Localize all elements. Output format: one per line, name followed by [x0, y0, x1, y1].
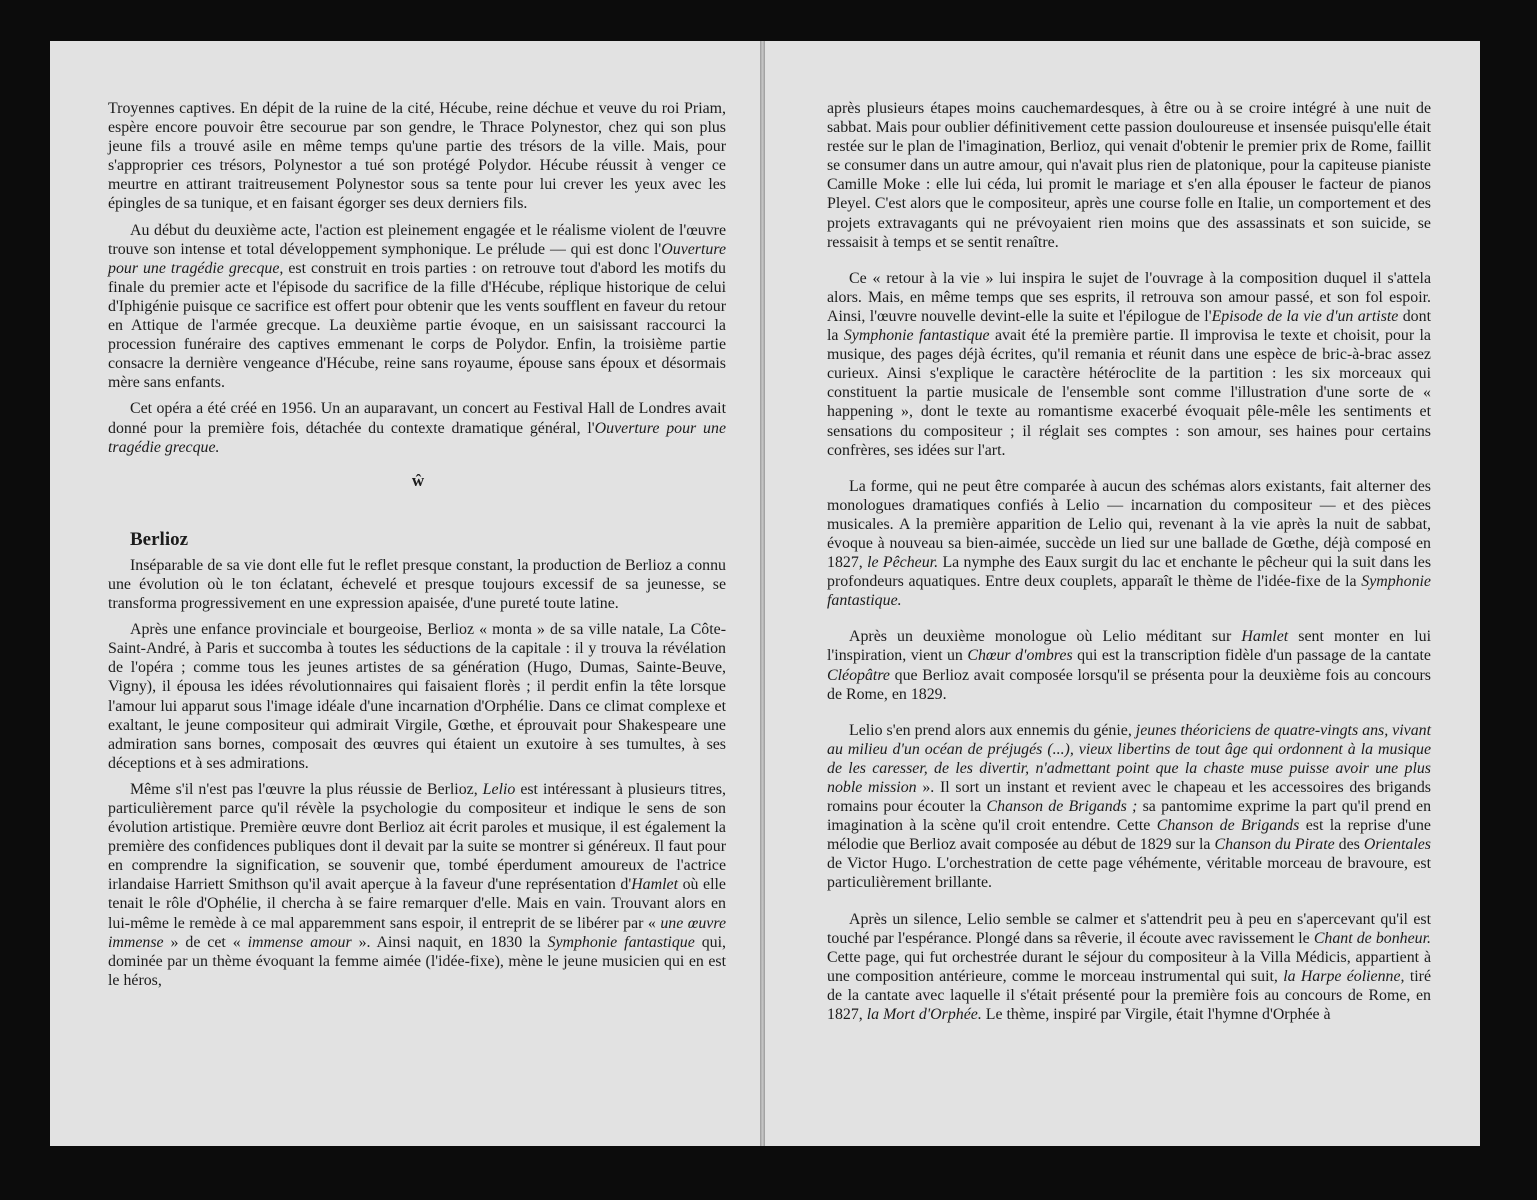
italic-title: Chant de bonheur.	[1313, 929, 1431, 947]
italic-quote: jeunes théoriciens de quatre-vingts ans, vivant au milieu d'un océan de préjugés (...), vieux libertins de tout âge qui ordonnent à la musique de les caresser, de les divertir, n'admettant point que la chaste muse puisse avoir une plus noble mission	[827, 721, 1431, 796]
text-run: La forme, qui ne peut être comparée à aucun des schémas alors existants, fait alterner des monologues dramatiques confiés à Lelio — incarnation du compositeur — et des pièces musicales. A la première apparition de Lelio qui, revenant à la vie après la nuit de sabbat, évoque à nouveau sa bien-aimée, succède un lied sur une ballade de Gœthe, déjà composé en 1827,	[827, 477, 1431, 572]
text-run: Au début du deuxième acte, l'action est pleinement engagée et le réalisme violent de l'œuvre trouve son intense et total développement symphonique. Le prélude — qui est donc l'	[108, 221, 726, 258]
italic-title: Chœur d'ombres	[967, 647, 1073, 665]
right-page	[765, 41, 1480, 1146]
text-run: dont la	[827, 307, 1431, 345]
text-run: Le thème, inspiré par Virgile, était l'hymne d'Orphée à	[981, 1006, 1331, 1024]
italic-title: Chanson de Brigands ;	[986, 798, 1138, 816]
text-run: qui, dominée par un thème évoquant la femme aimée (l'idée-fixe), mène le jeune musicien qui en est le héros,	[108, 933, 726, 989]
italic-title: Lelio	[482, 780, 516, 798]
text-run: est construit en trois parties : on retrouve tout d'abord les motifs du finale du premier acte et l'épisode du sacrifice de la fille d'Hécube, réplique historique de celui d'Iphigénie puisque ce sacrifice est offert pour obtenir que les vents soufflent en faveur du retour en Attique de l'armée grecque. La deuxième partie évoque, en un saisissant raccourci la procession funéraire des captives emmenant le corps de Polydor. Enfin, la troisième partie consacre la dernière vengeance d'Hécube, reine sans royaume, épouse sans époux et désormais mère sans enfants.	[108, 259, 727, 392]
italic-title: Chanson du Pirate	[1214, 836, 1335, 854]
text-run: où elle tenait le rôle d'Ophélie, il chercha à se faire remarquer d'elle. Mais en vain. Trouvant alors en lui-même le remède à ce mal apparemment sans espoir, il entreprit de se libérer par «	[108, 876, 726, 932]
text-run: Après un silence, Lelio semble se calmer et s'attendrit peu à peu en s'apercevant qu'il est touché par l'espérance. Plongé dans sa rêverie, il écoute avec ravissement le	[827, 910, 1431, 947]
italic-quote: une œuvre immense	[108, 914, 726, 951]
text-run: qui est la transcription fidèle d'un passage de la cantate	[1072, 647, 1431, 665]
text-run: Après un deuxième monologue où Lelio méditant sur	[849, 628, 1242, 646]
paragraph	[827, 910, 1431, 1025]
text-run: avait été la première partie. Il improvisa le texte et choisit, pour la musique, des pages déjà écrites, qu'il remania et réunit dans une espèce de bric-à-brac assez curieux. Ainsi s'explique le caractère hétéroclite de la partition : les six morceaux qui constituent la partie musicale de l'ensemble sont comme l'illustration d'une sorte de « happening », dont le texte au romantisme exacerbé évoquait pêle-mêle les sentiments et sensations du compositeur ; il réglait ses comptes : son amour, ses haines pour certains confrères, ses idées sur l'art.	[827, 327, 1431, 459]
paragraph	[108, 399, 726, 456]
text-run: sa pantomime exprime la part qu'il prend en imagination à la scène qu'il croit entendre. Cette	[827, 798, 1432, 835]
italic-title: Ouverture pour une tragédie grecque.	[108, 419, 726, 456]
text-run: Lelio s'en prend alors aux ennemis du génie,	[849, 721, 1136, 739]
text-run: La nymphe des Eaux surgit du lac et enchante le pêcheur qui la suit dans les profondeurs aquatiques. Entre deux couplets, apparaît le thème de l'idée-fixe de la	[827, 554, 1432, 591]
left-column	[108, 99, 726, 997]
paragraph	[827, 721, 1431, 893]
text-run: ». Il sort un instant et revient avec le chapeau et les accessoires des brigands romains pour écouter la	[827, 779, 1431, 816]
italic-title: Ouverture pour une tragédie grecque,	[108, 240, 726, 277]
italic-quote: immense amour	[247, 933, 352, 951]
paragraph	[108, 780, 726, 990]
paragraph	[827, 627, 1431, 703]
paragraph	[827, 269, 1431, 460]
paragraph: Troyennes captives. En dépit de la ruine de la cité, Hécube, reine déchue et veuve du roi Priam, espère encore pouvoir être secourue par son gendre, le Thrace Polynestor, chez qui son plus jeune fils a trouvé asile en même temps qu'une partie des trésors de la ville. Mais, pour s'approprier ces trésors, Polynestor a tué son protégé Polydor. Hécube réussit à venger ce meurtre en attirant traitreusement Polynestor sous sa tente pour lui crever les yeux avec les épingles de sa tunique, et en faisant égorger ses deux derniers fils.	[108, 100, 726, 213]
text-run: que Berlioz avait composée lorsqu'il se présenta pour la deuxième fois au concours de Rome, en 1829.	[827, 666, 1431, 703]
text-run: Ce « retour à la vie » lui inspira le sujet de l'ouvrage à la composition duquel il s'attela alors. Mais, en même temps que ses esprits, il retrouva son amour passé, et son fol espoir. Ainsi, l'œuvre nouvelle devint-elle la suite et l'épilogue de l'	[827, 269, 1431, 325]
text-run: sent monter en lui l'inspiration, vient un	[827, 628, 1431, 665]
italic-title: Orientales	[1363, 836, 1431, 854]
italic-title: la Mort d'Orphée.	[866, 1006, 982, 1024]
text-run: est intéressant à plusieurs titres, particulièrement parce qu'il révèle la psychologie du compositeur et indique le sens de son évolution artistique. Première œuvre dont Berlioz ait écrit paroles et musique, il est également la première des confidences publiques dont il devait par la suite se montrer si généreux. Il faut pour en comprendre la signification, se souvenir que, tombé éperdument amoureux de l'actrice irlandaise Harriett Smithson qu'il avait aperçue à la faveur d'une représentation d'	[108, 780, 726, 894]
italic-title: la Harpe éolienne,	[1283, 967, 1405, 985]
section-heading: Berlioz	[130, 528, 189, 550]
text-run: Cet opéra a été créé en 1956. Un an auparavant, un concert au Festival Hall de Londres avait donné pour la première fois, détachée du contexte dramatique général, l'	[108, 400, 726, 437]
italic-title: Hamlet	[631, 876, 678, 894]
text-run: » de cet «	[163, 933, 248, 951]
text-run: ». Ainsi naquit, en 1830 la	[351, 933, 548, 951]
italic-title: Symphonie fantastique	[843, 327, 990, 345]
text-run: de Victor Hugo. L'orchestration de cette page véhémente, véritable morceau de bravoure, est particulièrement brillante.	[827, 855, 1431, 892]
italic-title: Symphonie fantastique.	[827, 573, 1431, 610]
text-run: est la reprise d'une mélodie que Berlioz avait composée au début de 1829 sur la	[827, 817, 1431, 854]
text-run: Même s'il n'est pas l'œuvre la plus réussie de Berlioz,	[130, 780, 483, 798]
paragraph	[108, 221, 726, 393]
paragraph	[827, 477, 1431, 611]
text-run: Cette page, qui fut orchestrée durant le séjour du compositeur à la Villa Médicis, appartient à une composition antérieure, comme le morceau instrumental qui suit,	[827, 948, 1431, 985]
text-run: des	[1334, 836, 1364, 854]
italic-title: Cléopâtre	[827, 666, 890, 684]
right-column	[827, 99, 1431, 1031]
italic-title: Episode de la vie d'un artiste	[1211, 307, 1399, 325]
text-run: tiré de la cantate avec laquelle il s'était présenté pour la première fois au concours de Rome, en 1827,	[827, 967, 1431, 1024]
paragraph: Inséparable de sa vie dont elle fut le reflet presque constant, la production de Berlioz a connu une évolution où le ton éclatant, échevelé et presque toujours excessif de sa jeunesse, se transforma progressivement en une expression apaisée, d'une pureté toute latine.	[108, 556, 726, 613]
paragraph: Après une enfance provinciale et bourgeoise, Berlioz « monta » de sa ville natale, La Côte-Saint-André, à Paris et succomba à toutes les séductions de la capitale : il y trouva la révélation de l'opéra ; comme tous les jeunes artistes de sa génération (Hugo, Dumas, Sainte-Beuve, Vigny), il épousa les idées révolutionnaires qui faisaient florès ; il perdit enfin la tête lorsque l'amour lui apparut sous l'image idéale d'une incarnation d'Orphélie. Dans ce climat complexe et exaltant, le jeune compositeur qui admirait Virgile, Gœthe, et éprouvait pour Shakespeare une admiration sans bornes, composait des œuvres qui étaient un exutoire à ses tumultes, à ses déceptions et à ses admirations.	[108, 621, 726, 772]
section-ornament: ŵ	[411, 470, 423, 490]
paragraph: après plusieurs étapes moins cauchemardesques, à être ou à se croire intégré à une nuit de sabbat. Mais pour oublier définitivement cette passion douloureuse et insensée puisqu'elle était restée sur le plan de l'imagination, Berlioz, qui venait d'obtenir le premier prix de Rome, faillit se consumer dans un autre amour, qui n'avait plus rien de platonique, pour la capiteuse pianiste Camille Moke : elle lui céda, lui promit le mariage et s'en alla épouser le facteur de pianos Pleyel. C'est alors que le compositeur, après une course folle en Italie, un comportement et des projets extravagants qui ne prévoyaient rien moins que des assassinats et son suicide, se ressaisit à temps et se sentit renaître.	[827, 100, 1431, 251]
left-page	[50, 41, 760, 1146]
italic-title: Chanson de Brigands	[1156, 817, 1300, 835]
italic-title: le Pêcheur.	[867, 554, 939, 572]
italic-title: Hamlet	[1241, 628, 1289, 646]
italic-title: Symphonie fantastique	[547, 933, 695, 951]
